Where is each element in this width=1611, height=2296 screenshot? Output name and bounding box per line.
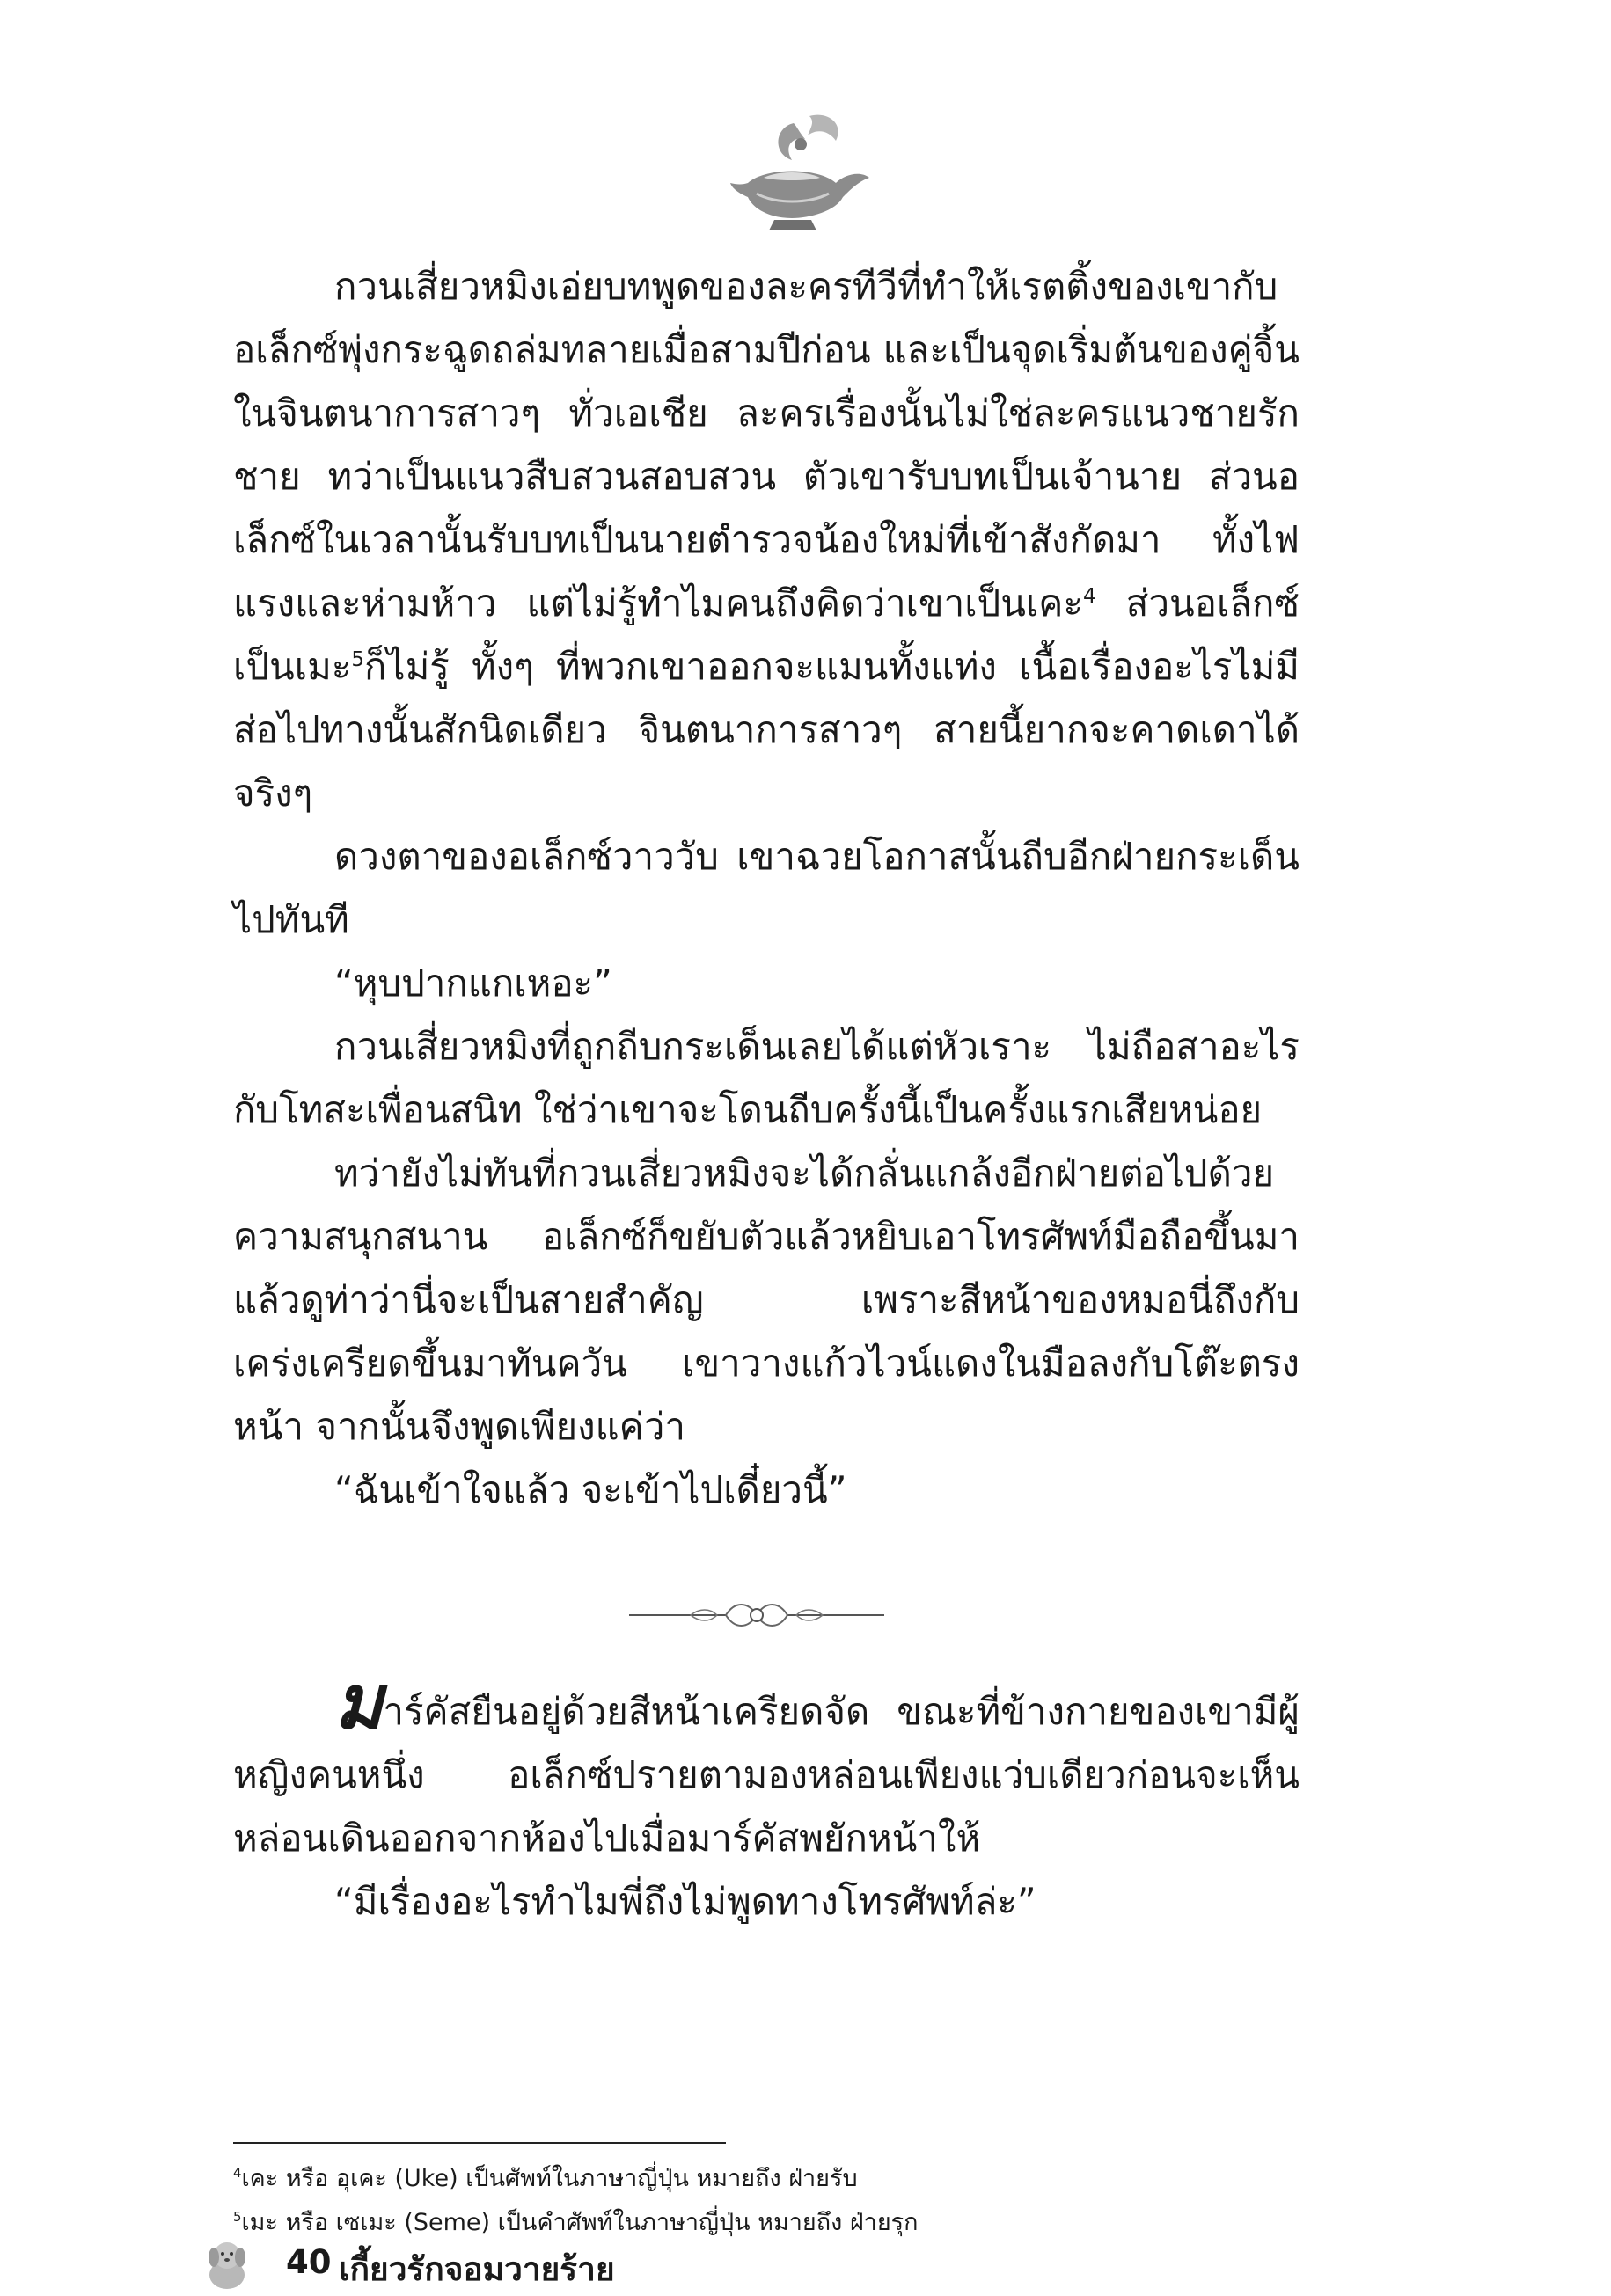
paragraph-7-text: าร์คัสยืนอยู่ด้วยสีหน้าเครียดจัด ขณะที่ข้างกายของเขามีผู้หญิงคนหนึ่ง อเล็กซ์ปรายตามองหล่อนเพียงแว่บเดียวก่อนจะเห็นหล่อนเดินออกจากห้องไปเมื่อมาร์คัสพยักหน้าให้ (233, 1690, 1300, 1860)
footnote-5-number: 5 (233, 2209, 242, 2225)
paragraph-1-mid: ส่วนอเล็กซ์เป็นเมะ (233, 581, 1300, 688)
paragraph-5: ทว่ายังไม่ทันที่กวนเสี่ยวหมิงจะได้กลั่นแกล้งอีกฝ่ายต่อไปด้วยความสนุกสนาน อเล็กซ์ก็ขยับตัวแล้วหยิบเอาโทรศัพท์มือถือขึ้นมาแล้วดูท่าว่านี่จะเป็นสายสำคัญ เพราะสีหน้าของหมอนี่ถึงกับเคร่งเครียดขึ้นมาทันควัน เขาวางแก้วไวน์แดงในมือลงกับโต๊ะตรงหน้า จากนั้นจึงพูดเพียงแค่ว่า (233, 1152, 1300, 1448)
footnote-ref-4: 4 (1082, 585, 1096, 608)
footnote-ref-5: 5 (351, 648, 365, 671)
footnote-4-text: เคะ หรือ อุเคะ (Uke) เป็นศัพท์ในภาษาญี่ปุ่น หมายถึง ฝ่ายรับ (241, 2165, 858, 2192)
main-text-section-1 (233, 255, 1300, 1522)
puppy-icon (198, 2234, 256, 2292)
paragraph-1-tail: ก็ไม่รู้ ทั้งๆ ที่พวกเขาออกจะแมนทั้งแท่ง เนื้อเรื่องอะไรไม่มีส่อไปทางนั้นสักนิดเดียว จินตนาการสาวๆ สายนี้ยากจะคาดเดาได้จริงๆ (233, 645, 1300, 815)
page-number: 40 (286, 2243, 332, 2281)
paragraph-4: กวนเสี่ยวหมิงที่ถูกถีบกระเด็นเลยได้แต่หัวเราะ ไม่ถือสาอะไรกับโทสะเพื่อนสนิท ใช่ว่าเขาจะโดนถีบครั้งนี้เป็นครั้งแรกเสียหน่อย (233, 1025, 1300, 1131)
drop-cap: ม (334, 1658, 384, 1745)
main-text-section-2 (233, 1658, 1300, 1934)
genie-lamp-icon (713, 106, 880, 238)
footnotes (233, 2157, 919, 2245)
paragraph-2: ดวงตาของอเล็กซ์วาววับ เขาฉวยโอกาสนั้นถีบอีกฝ่ายกระเด็นไปทันที (233, 835, 1300, 941)
footnote-rule (233, 2142, 726, 2144)
book-title: เกี้ยวรักจอมวายร้าย (339, 2250, 615, 2288)
paragraph-1 (233, 255, 1300, 825)
paragraph-7 (233, 1658, 1300, 1870)
footnote-5-text: เมะ หรือ เซเมะ (Seme) เป็นคำศัพท์ในภาษาญี่ปุ่น หมายถึง ฝ่ายรุก (241, 2209, 919, 2236)
paragraph-6: “ฉันเข้าใจแล้ว จะเข้าไปเดี๋ยวนี้” (334, 1468, 847, 1511)
flourish-divider-icon (629, 1590, 884, 1640)
page-footer (198, 2234, 814, 2296)
paragraph-8: “มีเรื่องอะไรทำไมพี่ถึงไม่พูดทางโทรศัพท์ล่ะ” (334, 1880, 1036, 1923)
footnote-4-number: 4 (233, 2165, 242, 2181)
paragraph-3: “หุบปากแกเหอะ” (334, 962, 612, 1005)
paragraph-1-text: กวนเสี่ยวหมิงเอ่ยบทพูดของละครทีวีที่ทำให้เรตติ้งของเขากับอเล็กซ์พุ่งกระฉูดถล่มทลายเมื่อสามปีก่อน และเป็นจุดเริ่มต้นของคู่จิ้นในจินตนาการสาวๆ ทั่วเอเชีย ละครเรื่องนั้นไม่ใช่ละครแนวชายรักชาย ทว่าเป็นแนวสืบสวนสอบสวน ตัวเขารับบทเป็นเจ้านาย ส่วนอเล็กซ์ในเวลานั้นรับบทเป็นนายตำรวจน้องใหม่ที่เข้าสังกัดมา ทั้งไฟแรงและห่ามห้าว แต่ไม่รู้ทำไมคนถึงคิดว่าเขาเป็นเคะ (233, 265, 1300, 625)
footnote-4 (233, 2157, 919, 2201)
